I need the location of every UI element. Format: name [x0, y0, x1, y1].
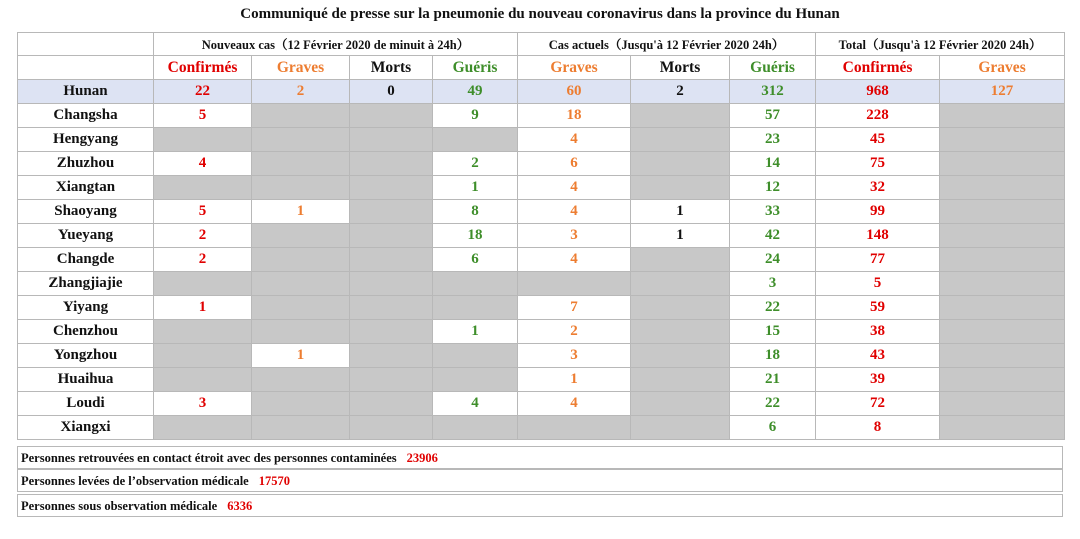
region-name: Yongzhou: [18, 344, 154, 368]
subheader-new-confirmed: Confirmés: [154, 56, 252, 80]
empty-cell: [631, 176, 730, 200]
footer-label: Personnes retrouvées en contact étroit avec des personnes contaminées: [21, 451, 397, 465]
empty-cell: [433, 128, 518, 152]
cell-current-severe: 6: [518, 152, 631, 176]
cell-total-confirmed: 99: [816, 200, 940, 224]
cell-current-recovered: 23: [730, 128, 816, 152]
empty-cell: [940, 200, 1065, 224]
empty-cell: [631, 368, 730, 392]
footer-released-observation: [17, 469, 1063, 492]
empty-cell: [631, 296, 730, 320]
empty-cell: [940, 248, 1065, 272]
cell-current-severe: 1: [518, 368, 631, 392]
cell-current-recovered: 12: [730, 176, 816, 200]
empty-cell: [350, 104, 433, 128]
statistics-table: [17, 32, 1065, 440]
cell-current-recovered: 15: [730, 320, 816, 344]
empty-cell: [154, 344, 252, 368]
region-name: Yueyang: [18, 224, 154, 248]
footer-value: 6336: [227, 499, 253, 513]
footer-value: 17570: [258, 474, 290, 488]
cell-current-severe: 4: [518, 176, 631, 200]
cell-current-severe: 4: [518, 128, 631, 152]
cell-new-recovered: 4: [433, 392, 518, 416]
region-name: Zhangjiajie: [18, 272, 154, 296]
group-header-new-cases: Nouveaux cas（12 Février 2020 de minuit à 24h）: [154, 33, 518, 56]
cell-current-deaths: 2: [631, 80, 730, 104]
cell-current-recovered: 42: [730, 224, 816, 248]
cell-current-recovered: 24: [730, 248, 816, 272]
empty-cell: [940, 416, 1065, 440]
table-row: [18, 248, 1065, 272]
empty-cell: [940, 344, 1065, 368]
cell-current-severe: 2: [518, 320, 631, 344]
empty-cell: [940, 272, 1065, 296]
subheader-new-severe: Graves: [252, 56, 350, 80]
empty-cell: [940, 296, 1065, 320]
cell-current-severe: 7: [518, 296, 631, 320]
empty-cell: [350, 272, 433, 296]
cell-new-recovered: 6: [433, 248, 518, 272]
group-header-row: [18, 33, 1065, 56]
cell-current-severe: 18: [518, 104, 631, 128]
empty-cell: [631, 392, 730, 416]
region-name: Yiyang: [18, 296, 154, 320]
empty-cell: [940, 368, 1065, 392]
page-title: Communiqué de presse sur la pneumonie du nouveau coronavirus dans la province du Hunan: [240, 6, 840, 22]
empty-cell: [350, 248, 433, 272]
cell-current-severe: 3: [518, 224, 631, 248]
subheader-new-deaths: Morts: [350, 56, 433, 80]
empty-cell: [940, 392, 1065, 416]
cell-current-recovered: 22: [730, 296, 816, 320]
empty-cell: [940, 104, 1065, 128]
cell-current-recovered: 3: [730, 272, 816, 296]
empty-cell: [252, 416, 350, 440]
cell-total-confirmed: 38: [816, 320, 940, 344]
cell-total-confirmed: 39: [816, 368, 940, 392]
cell-current-deaths: 1: [631, 200, 730, 224]
subheader-corner-cell: [18, 56, 154, 80]
empty-cell: [631, 344, 730, 368]
empty-cell: [350, 128, 433, 152]
footer-contacts-traced: [17, 446, 1063, 469]
cell-current-deaths: 1: [631, 224, 730, 248]
table-row: [18, 392, 1065, 416]
cell-current-severe: 60: [518, 80, 631, 104]
cell-current-severe: 3: [518, 344, 631, 368]
cell-total-confirmed: 8: [816, 416, 940, 440]
table-row: [18, 176, 1065, 200]
region-name: Shaoyang: [18, 200, 154, 224]
cell-total-confirmed: 72: [816, 392, 940, 416]
empty-cell: [350, 416, 433, 440]
cell-current-recovered: 312: [730, 80, 816, 104]
empty-cell: [350, 392, 433, 416]
cell-new-deaths: 0: [350, 80, 433, 104]
empty-cell: [252, 296, 350, 320]
empty-cell: [252, 248, 350, 272]
table-row: [18, 272, 1065, 296]
empty-cell: [252, 320, 350, 344]
empty-cell: [154, 416, 252, 440]
table-row: [18, 200, 1065, 224]
cell-total-confirmed: 59: [816, 296, 940, 320]
empty-cell: [631, 272, 730, 296]
subheader-row: [18, 56, 1065, 80]
table-row: [18, 80, 1065, 104]
cell-total-confirmed: 228: [816, 104, 940, 128]
cell-current-recovered: 22: [730, 392, 816, 416]
empty-cell: [433, 272, 518, 296]
region-name: Loudi: [18, 392, 154, 416]
empty-cell: [518, 272, 631, 296]
cell-current-recovered: 33: [730, 200, 816, 224]
footer-label: Personnes levées de l’observation médicale: [21, 474, 249, 488]
empty-cell: [252, 272, 350, 296]
subheader-new-recovered: Guéris: [433, 56, 518, 80]
table-row: [18, 320, 1065, 344]
empty-cell: [350, 296, 433, 320]
table-row: [18, 368, 1065, 392]
cell-new-confirmed: 5: [154, 104, 252, 128]
empty-cell: [154, 176, 252, 200]
empty-cell: [252, 224, 350, 248]
footer-label: Personnes sous observation médicale: [21, 499, 218, 513]
empty-cell: [154, 272, 252, 296]
cell-total-confirmed: 968: [816, 80, 940, 104]
cell-new-recovered: 9: [433, 104, 518, 128]
region-name: Chenzhou: [18, 320, 154, 344]
cell-current-recovered: 14: [730, 152, 816, 176]
table-row: [18, 416, 1065, 440]
empty-cell: [631, 152, 730, 176]
cell-current-recovered: 6: [730, 416, 816, 440]
empty-cell: [631, 320, 730, 344]
empty-cell: [433, 416, 518, 440]
cell-new-confirmed: 2: [154, 224, 252, 248]
empty-cell: [350, 200, 433, 224]
cell-current-severe: 4: [518, 248, 631, 272]
region-name: Hunan: [18, 80, 154, 104]
empty-cell: [350, 224, 433, 248]
subheader-total-confirmed: Confirmés: [816, 56, 940, 80]
cell-total-severe: 127: [940, 80, 1065, 104]
cell-new-confirmed: 3: [154, 392, 252, 416]
region-name: Hengyang: [18, 128, 154, 152]
empty-cell: [940, 224, 1065, 248]
cell-total-confirmed: 32: [816, 176, 940, 200]
region-name: Huaihua: [18, 368, 154, 392]
cell-new-recovered: 1: [433, 320, 518, 344]
empty-cell: [350, 368, 433, 392]
cell-total-confirmed: 75: [816, 152, 940, 176]
empty-cell: [940, 320, 1065, 344]
empty-cell: [350, 344, 433, 368]
empty-cell: [940, 176, 1065, 200]
cell-new-recovered: 2: [433, 152, 518, 176]
empty-cell: [350, 320, 433, 344]
empty-cell: [350, 176, 433, 200]
cell-current-severe: 4: [518, 392, 631, 416]
empty-cell: [631, 104, 730, 128]
empty-cell: [940, 128, 1065, 152]
empty-cell: [154, 320, 252, 344]
cell-new-recovered: 49: [433, 80, 518, 104]
empty-cell: [631, 416, 730, 440]
empty-cell: [433, 344, 518, 368]
empty-cell: [252, 368, 350, 392]
region-name: Xiangxi: [18, 416, 154, 440]
cell-new-severe: 1: [252, 344, 350, 368]
empty-cell: [252, 128, 350, 152]
cell-new-recovered: 1: [433, 176, 518, 200]
cell-current-recovered: 57: [730, 104, 816, 128]
table-row: [18, 224, 1065, 248]
empty-cell: [940, 152, 1065, 176]
empty-cell: [433, 296, 518, 320]
table-row: [18, 104, 1065, 128]
empty-cell: [154, 368, 252, 392]
cell-current-severe: 4: [518, 200, 631, 224]
empty-cell: [433, 368, 518, 392]
cell-current-recovered: 21: [730, 368, 816, 392]
region-name: Changde: [18, 248, 154, 272]
subheader-total-severe: Graves: [940, 56, 1065, 80]
empty-cell: [631, 248, 730, 272]
cell-new-severe: 2: [252, 80, 350, 104]
subheader-current-severe: Graves: [518, 56, 631, 80]
region-name: Changsha: [18, 104, 154, 128]
footer-value: 23906: [406, 451, 438, 465]
cell-new-recovered: 18: [433, 224, 518, 248]
empty-cell: [518, 416, 631, 440]
cell-new-confirmed: 1: [154, 296, 252, 320]
cell-new-recovered: 8: [433, 200, 518, 224]
cell-total-confirmed: 5: [816, 272, 940, 296]
cell-new-confirmed: 4: [154, 152, 252, 176]
cell-current-recovered: 18: [730, 344, 816, 368]
empty-cell: [252, 392, 350, 416]
corner-cell: [18, 33, 154, 56]
table-row: [18, 344, 1065, 368]
region-name: Zhuzhou: [18, 152, 154, 176]
empty-cell: [252, 104, 350, 128]
empty-cell: [631, 128, 730, 152]
empty-cell: [252, 176, 350, 200]
table-row: [18, 128, 1065, 152]
cell-total-confirmed: 45: [816, 128, 940, 152]
region-name: Xiangtan: [18, 176, 154, 200]
subheader-current-deaths: Morts: [631, 56, 730, 80]
table-row: [18, 152, 1065, 176]
empty-cell: [252, 152, 350, 176]
cell-total-confirmed: 148: [816, 224, 940, 248]
cell-new-severe: 1: [252, 200, 350, 224]
table-row: [18, 296, 1065, 320]
cell-total-confirmed: 43: [816, 344, 940, 368]
cell-new-confirmed: 22: [154, 80, 252, 104]
cell-new-confirmed: 5: [154, 200, 252, 224]
group-header-total: Total（Jusqu'à 12 Février 2020 24h）: [816, 33, 1065, 56]
empty-cell: [154, 128, 252, 152]
subheader-current-recovered: Guéris: [730, 56, 816, 80]
cell-total-confirmed: 77: [816, 248, 940, 272]
footer-under-observation: [17, 494, 1063, 517]
group-header-current-cases: Cas actuels（Jusqu'à 12 Février 2020 24h）: [518, 33, 816, 56]
table-body: [18, 80, 1065, 440]
empty-cell: [350, 152, 433, 176]
cell-new-confirmed: 2: [154, 248, 252, 272]
